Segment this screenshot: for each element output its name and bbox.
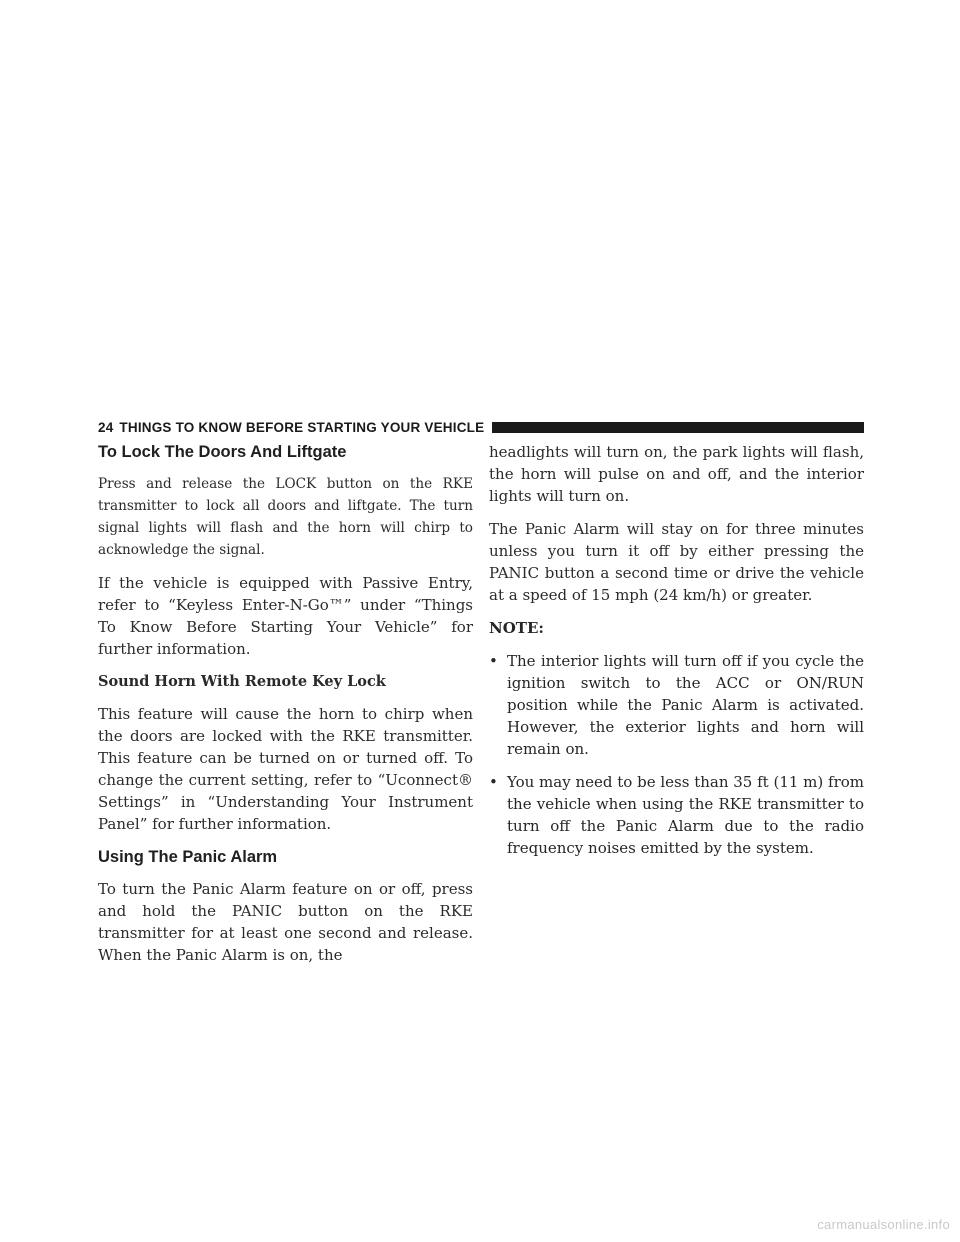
note-label: NOTE: [489, 619, 544, 637]
heading-panic-alarm: Using The Panic Alarm [98, 848, 278, 866]
heading-lock-doors: To Lock The Doors And Liftgate [98, 443, 347, 461]
bullet-icon: • [489, 773, 498, 791]
list-item [489, 771, 864, 859]
paragraph-passive-entry: If the vehicle is equipped with Passive Entry, refer to “Keyless Enter-N-Go™” under “Things To Know Before Starting Your Vehicle” for further information. [98, 574, 473, 658]
paragraph-lock: Press and release the LOCK button on the RKE transmitter to lock all doors and liftgate. The turn signal lights will flash and the horn will chirp to acknowledge the signal. [98, 476, 473, 558]
paragraph-panic-continued: headlights will turn on, the park lights will flash, the horn will pulse on and off, and the interior lights will turn on. [489, 443, 864, 505]
subheading-sound-horn: Sound Horn With Remote Key Lock [98, 673, 386, 690]
paragraph-panic-duration: The Panic Alarm will stay on for three minutes unless you turn it off by either pressing the PANIC button a second time or drive the vehicle at a speed of 15 mph (24 km/h) or greater. [489, 520, 864, 604]
paragraph-panic: To turn the Panic Alarm feature on or off, press and hold the PANIC button on the RKE transmitter for at least one second and release. When the Panic Alarm is on, the [98, 880, 473, 964]
note-text: The interior lights will turn off if you cycle the ignition switch to the ACC or ON/RUN position while the Panic Alarm is activated. However, the exterior lights and horn will remain on. [507, 652, 864, 758]
list-item [489, 650, 864, 760]
right-column [489, 441, 864, 870]
watermark: carmanualsonline.info [817, 1217, 950, 1232]
page-header [98, 417, 864, 437]
section-title: THINGS TO KNOW BEFORE STARTING YOUR VEHICLE [119, 419, 485, 435]
left-column [98, 441, 473, 977]
note-text: You may need to be less than 35 ft (11 m) from the vehicle when using the RKE transmitter to turn off the Panic Alarm due to the radio frequency noises emitted by the system. [507, 773, 864, 857]
header-rule [492, 422, 864, 433]
paragraph-horn: This feature will cause the horn to chirp when the doors are locked with the RKE transmitter. This feature can be turned on or turned off. To change the current setting, refer to “Uconnect® Settings” in “Understanding Your Instrument Panel” for further information. [98, 705, 473, 833]
bullet-icon: • [489, 652, 498, 670]
note-list [489, 650, 864, 859]
page-number: 24 [98, 419, 114, 435]
